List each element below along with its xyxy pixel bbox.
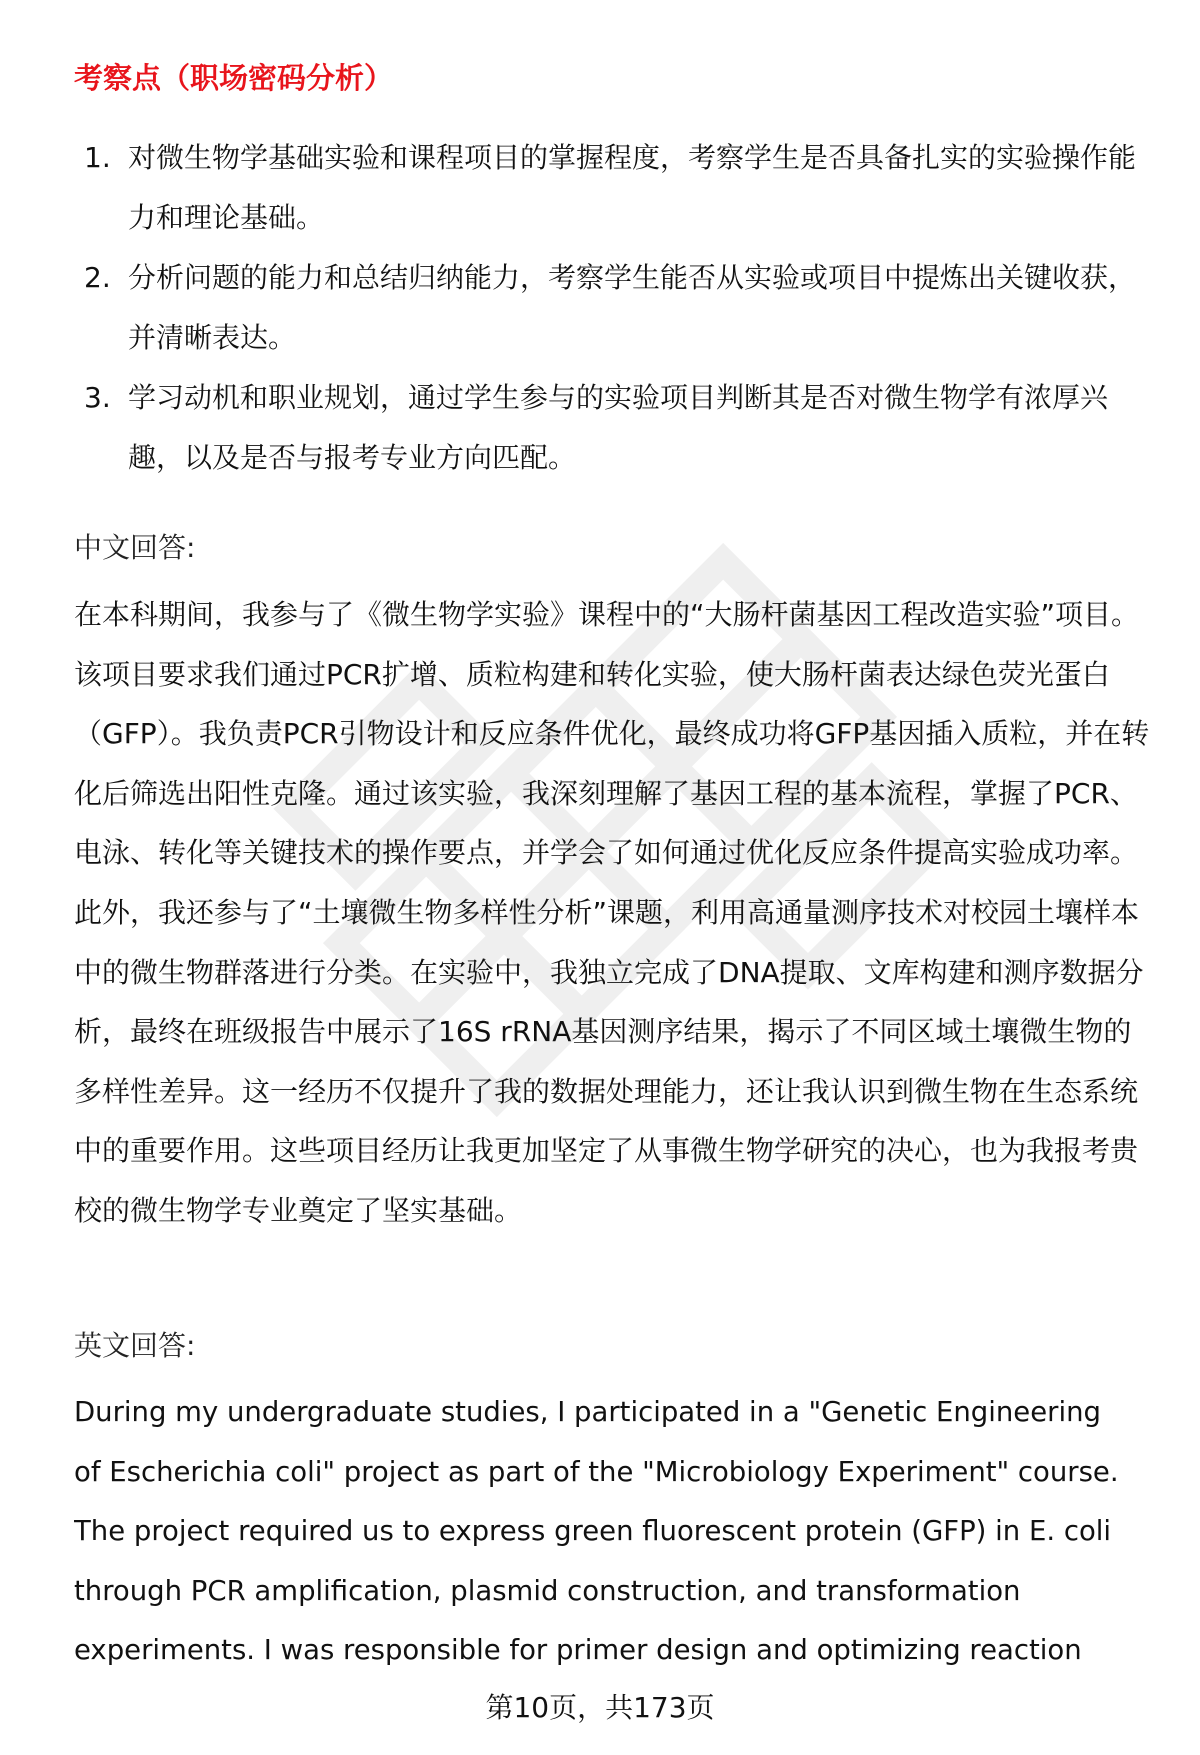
- english-answer-line: The project required us to express green fluorescent protein (GFP) in E. coli: [74, 1515, 1112, 1547]
- list-item-number: 3.: [84, 381, 111, 414]
- list-item-number: 2.: [84, 261, 111, 294]
- chinese-answer-paragraph: 在本科期间，我参与了《微生物学实验》课程中的“大肠杆菌基因工程改造实验”项目。该项目要求我们通过PCR扩增、质粒构建和转化实验，使大肠杆菌表达绿色荧光蛋白（GFP）。我负责PCR引物设计和反应条件优化，最终成功将GFP基因插入质粒，并在转化后筛选出阳性克隆。通过该实验，我深刻理解了基因工程的基本流程，掌握了PCR、电泳、转化等关键技术的操作要点，并学会了如何通过优化反应条件提高实验成功率。此外，我还参与了“土壤微生物多样性分析”课题，利用高通量测序技术对校园土壤样本中的微生物群落进行分类。在实验中，我独立完成了DNA提取、文库构建和测序数据分析，最终在班级报告中展示了16S rRNA基因测序结果，揭示了不同区域土壤微生物的多样性差异。这一经历不仅提升了我的数据处理能力，还让我认识到微生物在生态系统中的重要作用。这些项目经历让我更加坚定了从事微生物学研究的决心，也为我报考贵校的微生物学专业奠定了坚实基础。: [74, 598, 1150, 1227]
- section-title: 考察点（职场密码分析）: [74, 61, 394, 95]
- chinese-answer-label: 中文回答:: [74, 531, 196, 564]
- english-answer-line: of Escherichia coli" project as part of the "Microbiology Experiment" course.: [74, 1455, 1119, 1488]
- list-item: [74, 248, 1144, 368]
- english-answer-line: experiments. I was responsible for primer design and optimizing reaction: [74, 1634, 1082, 1666]
- page-number: 第10页，共173页: [485, 1691, 715, 1724]
- list-item-text: 对微生物学基础实验和课程项目的掌握程度，考察学生是否具备扎实的实验操作能力和理论基础。: [128, 141, 1137, 234]
- list-item-number: 1.: [84, 141, 111, 174]
- english-answer-line: During my undergraduate studies, I participated in a "Genetic Engineering: [74, 1396, 1101, 1428]
- english-answer-line: through PCR amplification, plasmid construction, and transformation: [74, 1574, 1021, 1607]
- list-item: [74, 368, 1144, 488]
- english-answer-paragraph: [74, 1383, 1164, 1680]
- list-item: [74, 128, 1144, 248]
- list-item-text: 分析问题的能力和总结归纳能力，考察学生能否从实验或项目中提炼出关键收获，并清晰表达。: [128, 261, 1137, 354]
- list-item-text: 学习动机和职业规划，通过学生参与的实验项目判断其是否对微生物学有浓厚兴趣，以及是否与报考专业方向匹配。: [128, 381, 1109, 474]
- english-answer-label: 英文回答:: [74, 1329, 196, 1362]
- assessment-points-list: [74, 128, 1144, 488]
